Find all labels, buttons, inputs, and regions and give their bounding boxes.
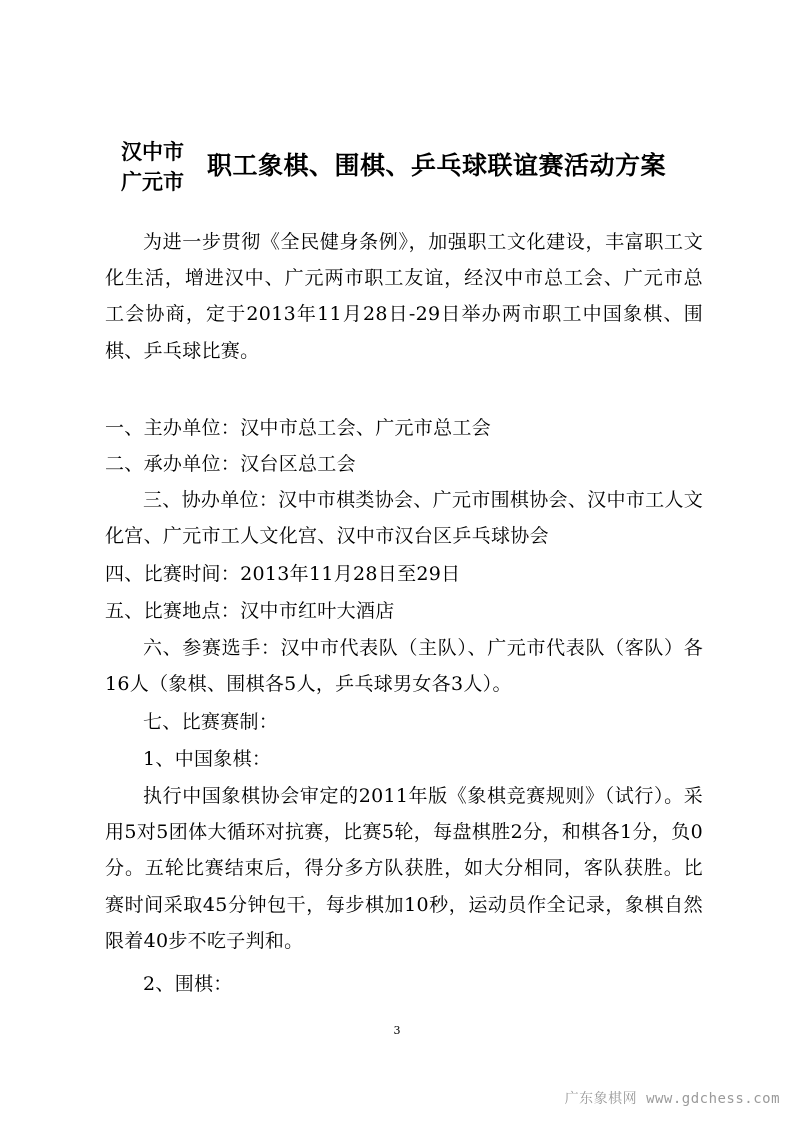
go-heading: 2、围棋： — [143, 973, 233, 995]
intro-paragraph-block — [105, 224, 703, 369]
section-format-heading: 七、比赛赛制： — [143, 711, 279, 733]
site-watermark: 广东象棋网 www.gdchess.com — [564, 1091, 780, 1107]
chess-heading: 1、中国象棋： — [143, 748, 272, 770]
chess-rules: 执行中国象棋协会审定的2011年版《象棋竞赛规则》（试行）。采用5对5团体大循环对抗赛，比赛5轮，每盘棋胜2分，和棋各1分，负0分。五轮比赛结束后，得分多方队获胜，如大分相同，客队获胜。比赛时间采取45分钟包干，每步棋加10秒，运动员作全记录，象棋自然限着40步不吃子判和。 — [105, 785, 703, 952]
section-time: 四、比赛时间：2013年11月28日至29日 — [105, 563, 461, 585]
title-main: 职工象棋、围棋、乒乓球联谊赛活动方案 — [207, 151, 667, 180]
title-cities — [121, 137, 199, 197]
title-city-guangyuan: 广元市 — [121, 170, 184, 194]
title-city-hanzhong: 汉中市 — [121, 140, 184, 164]
section-venue: 五、比赛地点：汉中市红叶大酒店 — [105, 600, 395, 622]
page-number: 3 — [393, 1024, 401, 1037]
section-co-organizer-block — [105, 482, 703, 554]
intro-paragraph: 为进一步贯彻《全民健身条例》，加强职工文化建设，丰富职工文化生活，增进汉中、广元两市职工友谊，经汉中市总工会、广元市总工会协商，定于2013年11月28日-29日举办两市职工中国象棋、围棋、乒乓球比赛。 — [105, 231, 703, 362]
section-participants: 六、参赛选手：汉中市代表队（主队）、广元市代表队（客队）各16人（象棋、围棋各5人，乒乓球男女各3人）。 — [105, 637, 703, 696]
document-title — [121, 137, 721, 199]
section-participants-block — [105, 630, 703, 702]
section-organizer: 一、主办单位：汉中市总工会、广元市总工会 — [105, 417, 492, 439]
section-undertaker: 二、承办单位：汉台区总工会 — [105, 453, 356, 475]
chess-rules-block — [105, 778, 703, 959]
section-co-organizer: 三、协办单位：汉中市棋类协会、广元市围棋协会、汉中市工人文化宫、广元市工人文化宫、汉中市汉台区乒乓球协会 — [105, 489, 703, 548]
